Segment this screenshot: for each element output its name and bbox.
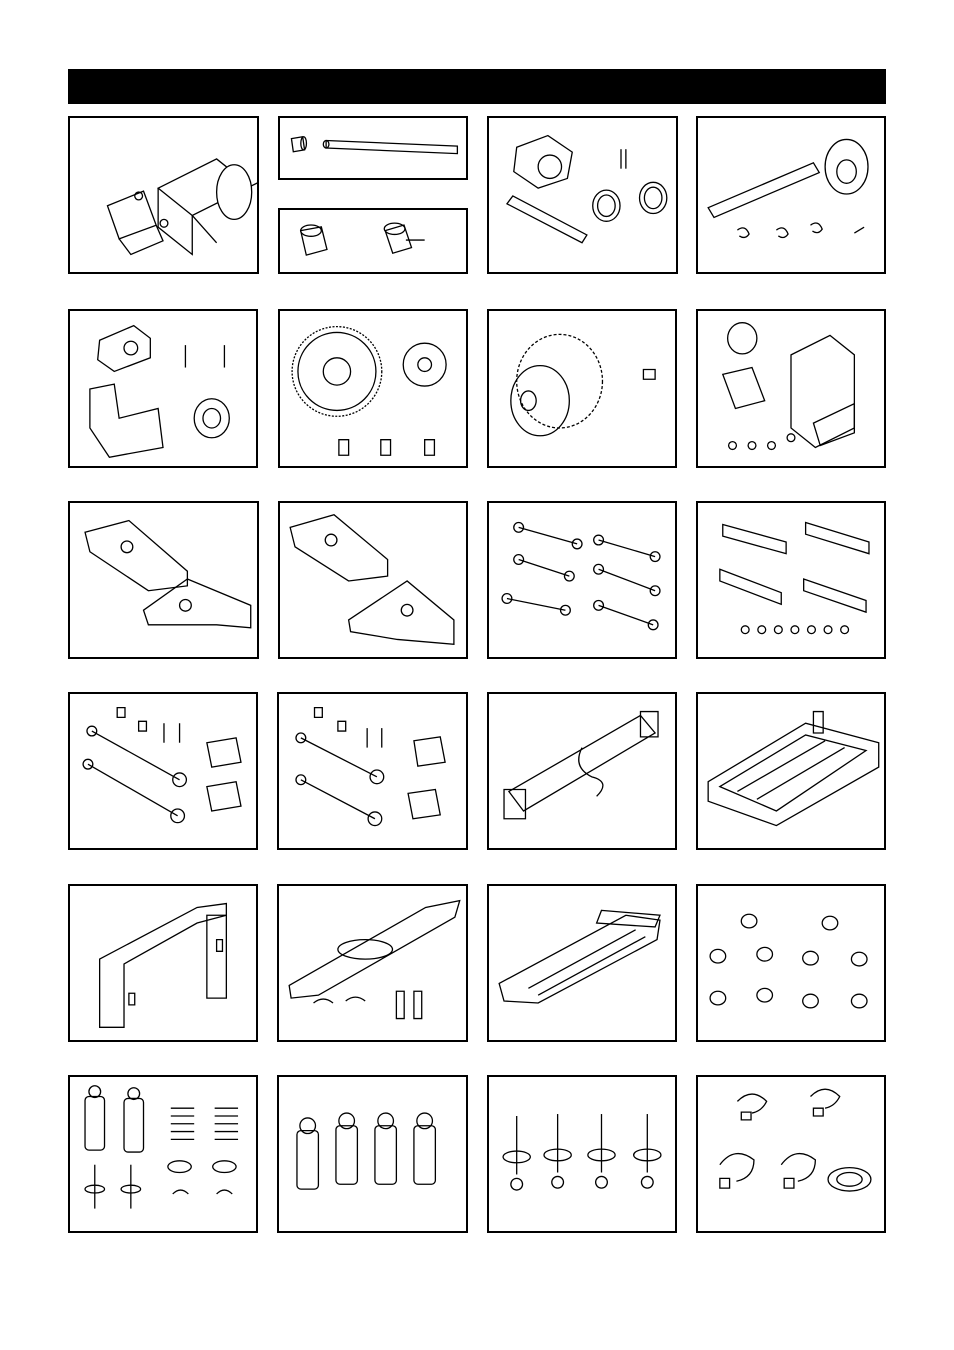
- panel-hinge-pin-braces: [696, 501, 886, 659]
- panel-motor-mount: [68, 309, 258, 468]
- panel-shock-shafts: [487, 1075, 677, 1233]
- shock-icon: [70, 1077, 256, 1231]
- hinge-brace-icon: [698, 503, 884, 657]
- turnbuckle-icon: [489, 503, 675, 657]
- header-bar: [68, 69, 886, 104]
- panel-shock-set: [68, 1075, 258, 1233]
- shock-shaft-icon: [489, 1077, 675, 1231]
- battery-strap-icon: [279, 886, 466, 1040]
- panel-differential-parts: [487, 116, 678, 274]
- panel-shock-spacers: [696, 1075, 886, 1233]
- gear-cover-icon: [698, 311, 884, 466]
- panel-turnbuckle-links: [487, 501, 677, 659]
- spur-gear-icon: [280, 311, 466, 466]
- panel-shaft-bevel-gear: [696, 116, 886, 274]
- panel-chassis: [696, 692, 886, 850]
- panel-locknuts: [696, 884, 886, 1042]
- locknut-icon: [698, 886, 884, 1040]
- panel-battery-strap: [277, 884, 468, 1042]
- center-shaft-icon: [489, 694, 675, 848]
- header-title: [68, 78, 80, 95]
- shaft-tube-icon: [280, 118, 466, 178]
- dogbone-icon: [279, 694, 466, 848]
- panel-motor: [68, 116, 259, 274]
- panel-shock-bodies: [277, 1075, 468, 1233]
- pinion-gear-icon: [489, 311, 675, 466]
- drive-cups-icon: [280, 210, 466, 272]
- suspension-arm-icon: [70, 503, 257, 657]
- panel-rear-dogbones: [277, 692, 468, 850]
- panel-front-dogbones: [68, 692, 258, 850]
- panel-front-suspension-arms: [68, 501, 259, 659]
- suspension-arm-icon: [280, 503, 466, 657]
- shock-spacer-icon: [698, 1077, 884, 1231]
- panel-upper-deck: [487, 884, 677, 1042]
- motor-icon: [70, 118, 257, 272]
- chassis-icon: [698, 694, 884, 848]
- motor-mount-icon: [70, 311, 256, 466]
- panel-center-drive-shaft: [487, 692, 677, 850]
- panel-rear-suspension-arms: [278, 501, 468, 659]
- panel-gear-cover: [696, 309, 886, 468]
- bevel-gear-icon: [698, 118, 884, 272]
- panel-drive-shaft-tube: [278, 116, 468, 180]
- panel-pinion-gear: [487, 309, 677, 468]
- differential-icon: [489, 118, 676, 272]
- panel-spur-gear: [278, 309, 468, 468]
- dogbone-icon: [70, 694, 256, 848]
- panel-servo-saver-bridge: [68, 884, 258, 1042]
- shock-body-icon: [279, 1077, 466, 1231]
- upper-deck-icon: [489, 886, 675, 1040]
- panel-drive-cups: [278, 208, 468, 274]
- bridge-icon: [70, 886, 256, 1040]
